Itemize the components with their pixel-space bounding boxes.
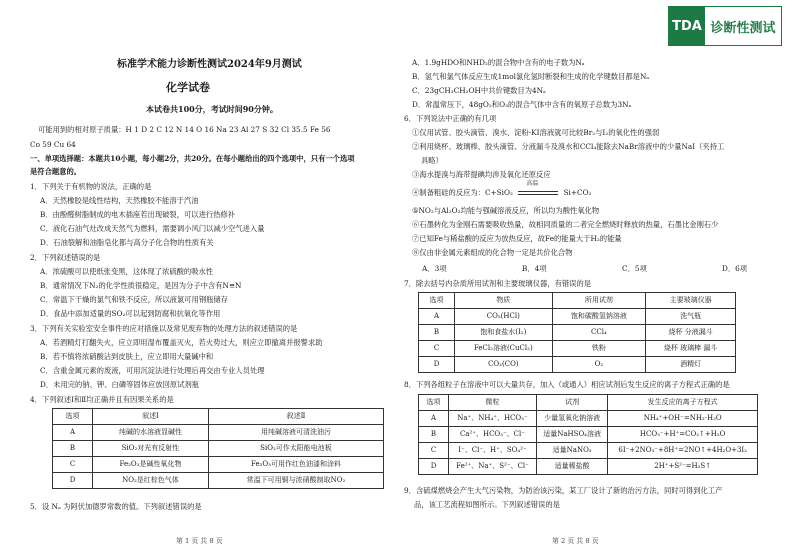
table-cell: D: [419, 459, 449, 475]
table-cell: 2H⁺+S²⁻=H₂S↑: [608, 459, 758, 475]
table-cell: SiO₂可作太阳能电池板: [208, 441, 383, 457]
table-cell: FeCl₂溶液(CuCl₂): [455, 341, 553, 357]
equal-line-bottom: [518, 194, 558, 195]
table-row: [419, 309, 736, 325]
table-cell: 少量氢氧化钠溶液: [536, 411, 607, 427]
table-cell: 常温下可用铜与浓硝酸制取NO₂: [208, 473, 383, 489]
logo-text: 诊断性测试: [710, 20, 776, 36]
table-cell: C: [419, 341, 455, 357]
table-header-row: [419, 395, 758, 411]
section-heading-2: 是符合题意的。: [30, 167, 82, 176]
statement: ⑤NO₂与Al₂O₃均能与强碱溶液反应，所以均为酸性氧化物: [412, 206, 600, 215]
table-row: [419, 341, 736, 357]
statement: 具略）: [421, 156, 443, 165]
table-cell: Fe²⁺、Na⁺、S²⁻、Cl⁻: [449, 459, 537, 475]
option: C．常温下干燥的氯气和铁不反应，所以液氯可用钢瓶储存: [40, 295, 229, 304]
table-q8: [418, 394, 758, 475]
table-cell: B: [419, 427, 449, 443]
choice-a: A．3项: [422, 264, 447, 273]
table-header-row: [419, 293, 736, 309]
table-q7: [418, 292, 736, 373]
choice-b: B．4项: [522, 264, 547, 273]
statement: ②利用烧杯、玻璃棒、胶头滴管、分液漏斗及溴水和CCl₄能除去NaBr溶液中的少量NaI（夹持工: [412, 142, 725, 151]
option: D．常温常压下，48gO₂和O₃的混合气体中含有的氧原子总数为3Nₐ: [412, 100, 632, 109]
option: C．23gCH₃CH₂OH中共价键数目为4Nₐ: [412, 86, 546, 95]
table-cell: Na⁺、NH₄⁺、HCO₃⁻: [449, 411, 537, 427]
table-q4: [52, 408, 384, 489]
table-cell: D: [53, 473, 93, 489]
table-row: [419, 427, 758, 443]
page-footer: 第 1 页 共 8 页: [176, 537, 223, 545]
question-7: 7．除去括号内杂质所用试剂和主要玻璃仪器，有错误的是: [404, 279, 592, 288]
option: D．未用完的钠、钾、白磷等固体应放回原试剂瓶: [40, 380, 200, 389]
table-cell: 6I⁻+2NO₃⁻+8H⁺=2NO↑+4H₂O+3I₂: [608, 443, 758, 459]
reaction-condition: 高温: [526, 180, 539, 187]
option: A．天然橡胶是线性结构，天然橡胶不能溶于汽油: [40, 196, 199, 205]
question-4: 4．下列叙述Ⅰ和Ⅱ均正确并且有因果关系的是: [30, 395, 174, 404]
option: B．若不慎将浓硝酸沾到皮肤上，应立即用大量碱中和: [40, 352, 214, 361]
table-cell: NH₄⁺+OH⁻=NH₃·H₂O: [608, 411, 758, 427]
table-cell: A: [419, 309, 455, 325]
table-cell: C: [53, 457, 93, 473]
table-cell: 适量NaNO₃: [536, 443, 607, 459]
table-header-cell: 选项: [419, 395, 449, 411]
statement: ①仅用试管、胶头滴管、溴水、淀粉-KI溶液就可比较Br₂与I₂的氧化性的强弱: [412, 128, 660, 137]
statement: ⑧仅由非金属元素组成的化合物一定是共价化合物: [412, 248, 573, 257]
table-header-cell: 试剂: [536, 395, 607, 411]
table-row: [419, 325, 736, 341]
table-cell: SiO₂对光有反射性: [93, 441, 209, 457]
table-header-cell: 发生反应的离子方程式: [608, 395, 758, 411]
logo-tda: TDA: [669, 7, 705, 45]
table-cell: 用纯碱溶液可清洗油污: [208, 425, 383, 441]
table-cell: A: [53, 425, 93, 441]
table-cell: 烧杯 玻璃棒 漏斗: [646, 341, 736, 357]
reaction-left: ④制备粗硅的反应为：C+SiO₂: [412, 188, 513, 197]
table-header-row: [53, 409, 384, 425]
page-footer: 第 2 页 共 8 页: [552, 537, 599, 545]
reaction-right: Si+CO₂: [563, 188, 592, 197]
table-header-cell: 物质: [455, 293, 553, 309]
table-row: [53, 425, 384, 441]
table-cell: 适量稀盐酸: [536, 459, 607, 475]
option: C．液化石油气灶改成天然气为燃料，需要调小风门以减少空气进入量: [40, 224, 265, 233]
statement: ③海水提溴与海带提碘均涉及氧化还原反应: [412, 170, 551, 179]
question-6: 6．下列说法中正确的有几项: [404, 114, 497, 123]
table-cell: C: [419, 443, 449, 459]
table-cell: Fe₂O₃是碱性氧化物: [93, 457, 209, 473]
table-cell: 酒精灯: [646, 357, 736, 373]
table-header-cell: 叙述Ⅱ: [208, 409, 383, 425]
table-cell: 饱和食盐水(I₂): [455, 325, 553, 341]
question-9-cont: 品，该工艺流程如图所示。下列叙述错误的是: [414, 500, 560, 509]
question-1: 1．下列关于有机物的说法，正确的是: [30, 182, 152, 191]
table-row: [53, 473, 384, 489]
table-cell: HCO₃⁻+H⁺=CO₂↑+H₂O: [608, 427, 758, 443]
table-cell: Ca²⁺、HCO₃⁻、Cl⁻: [449, 427, 537, 443]
table-cell: NO₂是红棕色气体: [93, 473, 209, 489]
option: A．1.9gHDO和NHD₂的混合物中含有的电子数为Nₐ: [412, 58, 585, 67]
table-cell: D: [419, 357, 455, 373]
statement: [412, 180, 592, 197]
table-row: [419, 459, 758, 475]
table-cell: 纯碱的水溶液显碱性: [93, 425, 209, 441]
exam-title: 标准学术能力诊断性测试2024年9月测试: [117, 59, 302, 70]
table-cell: A: [419, 411, 449, 427]
table-cell: 饱和碳酸氢钠溶液: [552, 309, 646, 325]
table-header-cell: 叙述Ⅰ: [93, 409, 209, 425]
question-5: 5．设 Nₐ 为阿伏加德罗常数的值。下列叙述错误的是: [30, 502, 202, 511]
table-cell: I⁻、Cl⁻、H⁺、SO₄²⁻: [449, 443, 537, 459]
table-header-cell: 所用试剂: [552, 293, 646, 309]
table-header-cell: 主要玻璃仪器: [646, 293, 736, 309]
table-cell: O₂: [552, 357, 646, 373]
option: D．石油裂解和油脂皂化都与高分子化合物的性质有关: [40, 238, 214, 247]
option: B．通常情况下N₂的化学性质很稳定，是因为分子中含有N≡N: [40, 281, 242, 290]
exam-subject: 化学试卷: [166, 81, 210, 94]
table-cell: 适量NaHSO₄溶液: [536, 427, 607, 443]
table-row: [419, 357, 736, 373]
option: D．食品中添加适量的SO₂可以起到防腐和抗氧化等作用: [40, 309, 221, 318]
atomic-masses: 可能用到的相对原子质量：H 1 D 2 C 12 N 14 O 16 Na 23 Al 27 S 32 Cl 35.5 Fe 56: [38, 125, 331, 134]
table-header-cell: 选项: [419, 293, 455, 309]
table-header-cell: 选项: [53, 409, 93, 425]
option: A．若酒精灯打翻失火，应立即用湿布覆盖灭火，若火势过大，则应立即撤离并报警求助: [40, 338, 323, 347]
question-8: 8．下列各组粒子在溶液中可以大量共存，加入（或通入）相应试剂后发生反应的离子方程式正确的是: [404, 380, 730, 389]
table-row: [53, 441, 384, 457]
table-row: [419, 443, 758, 459]
option: A．浓硫酸可以使纸张变黑，这体现了浓硫酸的吸水性: [40, 267, 214, 276]
atomic-masses-2: Co 59 Cu 64: [30, 140, 76, 149]
table-row: [419, 411, 758, 427]
table-cell: B: [53, 441, 93, 457]
question-2: 2．下列叙述错误的是: [30, 253, 101, 262]
section-heading: 一、单项选择题：本题共10小题，每小题2分，共20分。在每小题给出的四个选项中，只有一个选项: [30, 154, 355, 163]
table-cell: B: [419, 325, 455, 341]
table-cell: Fe₂O₃可用作红色油漆和涂料: [208, 457, 383, 473]
choice-c: C．5项: [622, 264, 647, 273]
table-cell: 铁粉: [552, 341, 646, 357]
option: B．氢气和氯气体反应生成1mol氯化氢时断裂和生成的化学键数目都是Nₐ: [412, 72, 650, 81]
choice-d: D．6项: [722, 264, 748, 273]
table-cell: 烧杯 分液漏斗: [646, 325, 736, 341]
table-header-cell: 微粒: [449, 395, 537, 411]
statement: ⑦已知Fe与稀盐酸的反应为放热反应，故Fe的能量大于H₂的能量: [412, 234, 622, 243]
question-9: 9．含硫煤燃烧会产生大气污染物，为防治该污染，某工厂设计了新的治污方法，同时可得到化工产: [404, 486, 723, 495]
table-row: [53, 457, 384, 473]
table-cell: CO₂(CO): [455, 357, 553, 373]
option: C．含重金属元素的废液，可用沉淀法进行处理后再交由专业人员处理: [40, 366, 265, 375]
statement: ⑥石墨转化为金刚石需要吸收热量，故相同质量的二者完全燃烧时释放的热量，石墨比金刚石少: [412, 220, 719, 229]
option: B．由酚醛树脂制成的电木插座若出现破裂，可以进行热修补: [40, 210, 236, 219]
equal-line-top: [518, 191, 558, 192]
table-cell: 洗气瓶: [646, 309, 736, 325]
exam-info: 本试卷共100分，考试时间90分钟。: [146, 104, 278, 114]
table-cell: CO₂(HCl): [455, 309, 553, 325]
question-3: 3．下列有关实验室安全事件的应对措施以及常见废弃物的处理方法的叙述错误的是: [30, 324, 298, 333]
reaction-arrow: [518, 180, 558, 197]
brand-logo: [668, 6, 782, 46]
table-cell: CCl₄: [552, 325, 646, 341]
